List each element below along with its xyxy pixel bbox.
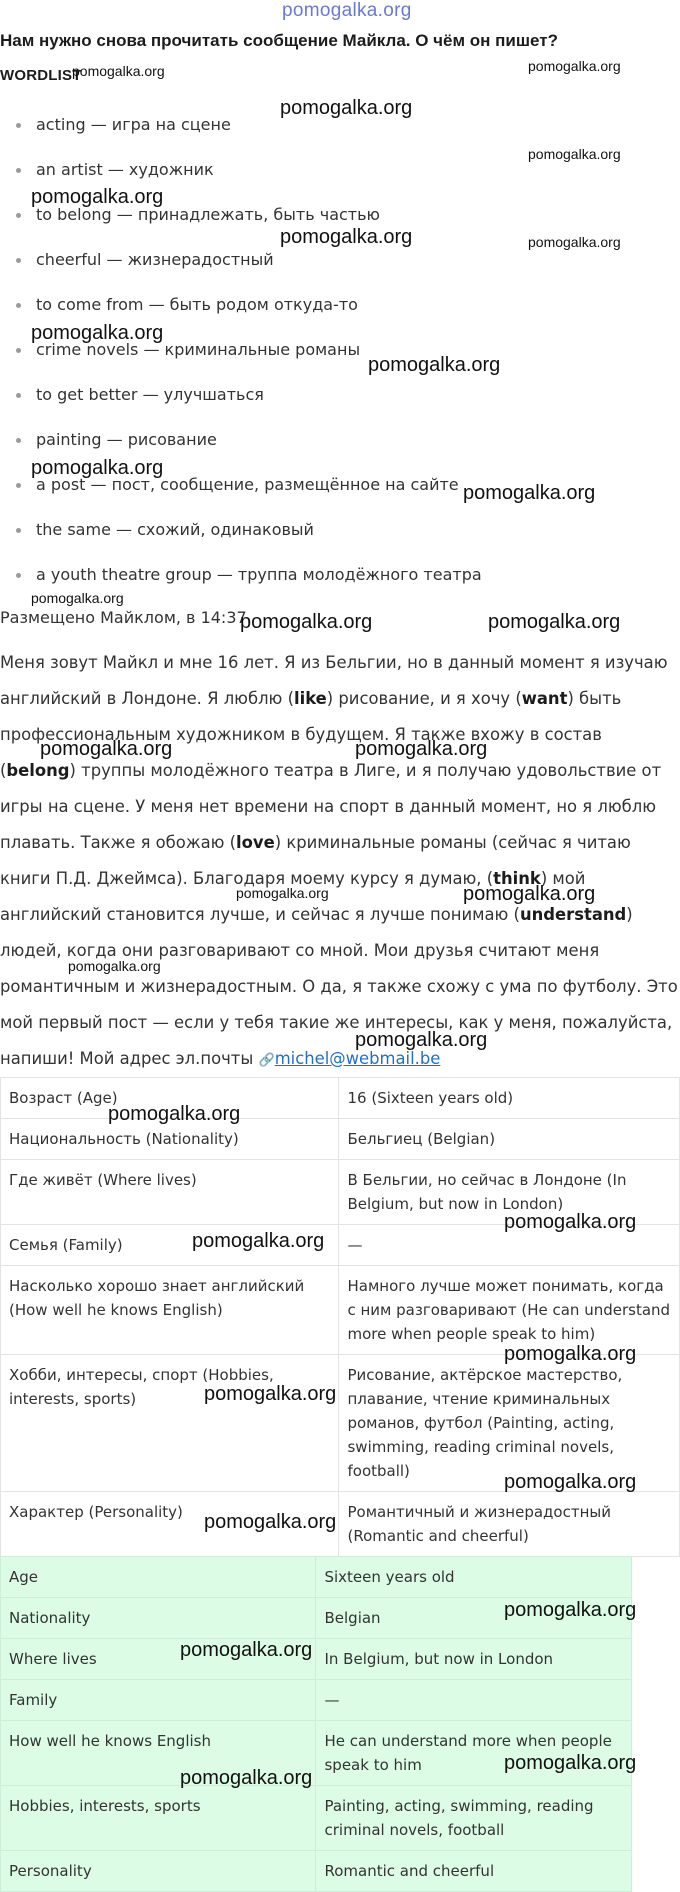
wordlist-item-text: to belong — принадлежать, быть частью bbox=[36, 205, 381, 224]
list-item bbox=[0, 250, 680, 295]
watermark: pomogalka.org bbox=[31, 457, 164, 479]
keyword: like bbox=[293, 689, 327, 708]
table-row bbox=[1, 1680, 632, 1721]
watermark: pomogalka.org bbox=[355, 738, 488, 760]
table-cell: How well he knows English bbox=[1, 1721, 316, 1786]
watermark: pomogalka.org bbox=[31, 590, 124, 606]
table-cell: Sixteen years old bbox=[316, 1557, 632, 1598]
bullet-icon bbox=[16, 258, 21, 263]
wordlist-item-text: to get better — улучшаться bbox=[36, 385, 264, 404]
info-table-en bbox=[0, 1556, 632, 1892]
watermark: pomogalka.org bbox=[504, 1211, 637, 1233]
table-row bbox=[1, 1078, 680, 1119]
list-item bbox=[0, 385, 680, 430]
table-cell: Насколько хорошо знает английский (How well he knows English) bbox=[1, 1266, 339, 1355]
table-cell: Belgian bbox=[316, 1598, 632, 1639]
list-item bbox=[0, 565, 680, 610]
watermark: pomogalka.org bbox=[40, 738, 173, 760]
keyword: think bbox=[493, 869, 541, 888]
bullet-icon bbox=[16, 528, 21, 533]
bullet-icon bbox=[16, 438, 21, 443]
watermark: pomogalka.org bbox=[504, 1752, 637, 1774]
table-row bbox=[1, 1266, 680, 1355]
wordlist-item-text: to come from — быть родом откуда-то bbox=[36, 295, 358, 314]
table-cell: Семья (Family) bbox=[1, 1225, 339, 1266]
table-row bbox=[1, 1639, 632, 1680]
post-text: ) мой английский становится лучше, и сейчас я лучше понимаю ( bbox=[0, 869, 586, 924]
list-item bbox=[0, 520, 680, 565]
post-text: ) людей, когда они разговаривают со мной. Мои друзья считают меня романтичным и жизнерадостным. О да, я также схожу с ума по футболу. Это мой первый пост — если у тебя такие же интересы, как у меня, пожалуйста, напиши! Мой адрес эл.почты bbox=[0, 905, 678, 1068]
watermark: pomogalka.org bbox=[528, 58, 621, 74]
table-cell: Nationality bbox=[1, 1598, 316, 1639]
wordlist-item-text: a youth theatre group — труппа молодёжного театра bbox=[36, 565, 482, 584]
table-cell: Романтичный и жизнерадостный (Romantic and cheerful) bbox=[339, 1492, 680, 1557]
wordlist-item-text: an artist — художник bbox=[36, 160, 214, 179]
table-cell: He can understand more when people speak to him bbox=[316, 1721, 632, 1786]
watermark: pomogalka.org bbox=[180, 1767, 313, 1789]
watermark: pomogalka.org bbox=[204, 1511, 337, 1533]
watermark: pomogalka.org bbox=[180, 1639, 313, 1661]
list-item bbox=[0, 115, 680, 160]
post-text: ) криминальные романы (сейчас я читаю книги П.Д. Джеймса). Благодаря моему курсу я думаю, ( bbox=[0, 833, 631, 888]
watermark: pomogalka.org bbox=[463, 883, 596, 905]
post-text: ) рисование, и я хочу ( bbox=[326, 689, 522, 708]
table-cell: Бельгиец (Belgian) bbox=[339, 1119, 680, 1160]
table-row bbox=[1, 1119, 680, 1160]
watermark: pomogalka.org bbox=[240, 611, 373, 633]
wordlist-item-text: painting — рисование bbox=[36, 430, 217, 449]
wordlist-item-text: acting — игра на сцене bbox=[36, 115, 231, 134]
table-cell: Возраст (Age) bbox=[1, 1078, 339, 1119]
bullet-icon bbox=[16, 573, 21, 578]
watermark: pomogalka.org bbox=[280, 97, 413, 119]
watermark: pomogalka.org bbox=[355, 1029, 488, 1051]
table-row bbox=[1, 1492, 680, 1557]
table-cell: Намного лучше может понимать, когда с ним разговаривают (He can understand more when people speak to him) bbox=[339, 1266, 680, 1355]
list-item bbox=[0, 475, 680, 520]
bullet-icon bbox=[16, 168, 21, 173]
table-cell: Где живёт (Where lives) bbox=[1, 1160, 339, 1225]
wordlist-item-text: cheerful — жизнерадостный bbox=[36, 250, 274, 269]
table-cell: In Belgium, but now in London bbox=[316, 1639, 632, 1680]
table-row bbox=[1, 1557, 632, 1598]
bullet-icon bbox=[16, 348, 21, 353]
bullet-icon bbox=[16, 483, 21, 488]
wordlist bbox=[0, 115, 680, 610]
watermark: pomogalka.org bbox=[204, 1383, 337, 1405]
wordlist-item-text: a post — пост, сообщение, размещённое на сайте bbox=[36, 475, 459, 494]
keyword: want bbox=[521, 689, 568, 708]
watermark: pomogalka.org bbox=[236, 885, 329, 901]
table-row bbox=[1, 1598, 632, 1639]
table-row bbox=[1, 1225, 680, 1266]
table-cell: Хобби, интересы, спорт (Hobbies, interests, sports) bbox=[1, 1355, 339, 1492]
list-item bbox=[0, 340, 680, 385]
watermark: pomogalka.org bbox=[280, 226, 413, 248]
table-cell: Where lives bbox=[1, 1639, 316, 1680]
list-item bbox=[0, 295, 680, 340]
watermark: pomogalka.org bbox=[463, 482, 596, 504]
list-item bbox=[0, 160, 680, 205]
link-icon: 🔗 bbox=[258, 1053, 275, 1068]
watermark: pomogalka.org bbox=[528, 234, 621, 250]
wordlist-item-text: the same — схожий, одинаковый bbox=[36, 520, 314, 539]
page-question: Нам нужно снова прочитать сообщение Майкла. О чём он пишет? bbox=[0, 31, 558, 50]
wordlist-item-text: crime novels — криминальные романы bbox=[36, 340, 361, 359]
watermark: pomogalka.org bbox=[504, 1599, 637, 1621]
keyword: understand bbox=[519, 905, 627, 924]
site-logo[interactable]: pomogalka.org bbox=[282, 0, 412, 21]
keyword: love bbox=[236, 833, 275, 852]
table-cell: Painting, acting, swimming, reading criminal novels, football bbox=[316, 1786, 632, 1851]
watermark: pomogalka.org bbox=[31, 186, 164, 208]
post-text: Меня зовут Майкл и мне 16 лет. Я из Бельгии, но в данный момент я изучаю английский в Лондоне. Я люблю ( bbox=[0, 653, 668, 708]
watermark: pomogalka.org bbox=[504, 1471, 637, 1493]
table-row bbox=[1, 1355, 680, 1492]
keyword: belong bbox=[6, 761, 70, 780]
post-text: ) быть профессиональным художником в будущем. Я также вхожу в состав ( bbox=[0, 689, 622, 780]
bullet-icon bbox=[16, 123, 21, 128]
table-cell: — bbox=[339, 1225, 680, 1266]
list-item bbox=[0, 430, 680, 475]
bullet-icon bbox=[16, 393, 21, 398]
table-cell: Family bbox=[1, 1680, 316, 1721]
email-link[interactable]: michel@webmail.be bbox=[274, 1049, 441, 1068]
bullet-icon bbox=[16, 303, 21, 308]
table-cell: Характер (Personality) bbox=[1, 1492, 339, 1557]
watermark: pomogalka.org bbox=[108, 1103, 241, 1125]
table-cell: Romantic and cheerful bbox=[316, 1851, 632, 1892]
table-cell: 16 (Sixteen years old) bbox=[339, 1078, 680, 1119]
watermark: pomogalka.org bbox=[31, 322, 164, 344]
wordlist-title: WORDLIST bbox=[0, 67, 82, 84]
table-cell: Hobbies, interests, sports bbox=[1, 1786, 316, 1851]
table-cell: — bbox=[316, 1680, 632, 1721]
table-cell: Национальность (Nationality) bbox=[1, 1119, 339, 1160]
info-table-ru bbox=[0, 1077, 680, 1557]
watermark: pomogalka.org bbox=[72, 63, 165, 79]
watermark: pomogalka.org bbox=[488, 611, 621, 633]
post-meta: Размещено Майклом, в 14:37. bbox=[0, 608, 252, 627]
list-item bbox=[0, 205, 680, 250]
watermark: pomogalka.org bbox=[368, 354, 501, 376]
watermark: pomogalka.org bbox=[528, 146, 621, 162]
bullet-icon bbox=[16, 213, 21, 218]
table-row bbox=[1, 1851, 632, 1892]
table-row bbox=[1, 1721, 632, 1786]
post-body bbox=[0, 645, 680, 1079]
table-cell: Age bbox=[1, 1557, 316, 1598]
table-row bbox=[1, 1160, 680, 1225]
post-text: ) труппы молодёжного театра в Лиге, и я получаю удовольствие от игры на сцене. У меня нет времени на спорт в данный момент, но я люблю плавать. Также я обожаю ( bbox=[0, 761, 662, 852]
table-cell: Рисование, актёрское мастерство, плавание, чтение криминальных романов, футбол (Painting, acting, swimming, reading criminal novels, football) bbox=[339, 1355, 680, 1492]
table-cell: Personality bbox=[1, 1851, 316, 1892]
watermark: pomogalka.org bbox=[68, 958, 161, 974]
watermark: pomogalka.org bbox=[192, 1230, 325, 1252]
table-cell: В Бельгии, но сейчас в Лондоне (In Belgium, but now in London) bbox=[339, 1160, 680, 1225]
watermark: pomogalka.org bbox=[504, 1343, 637, 1365]
table-row bbox=[1, 1786, 632, 1851]
